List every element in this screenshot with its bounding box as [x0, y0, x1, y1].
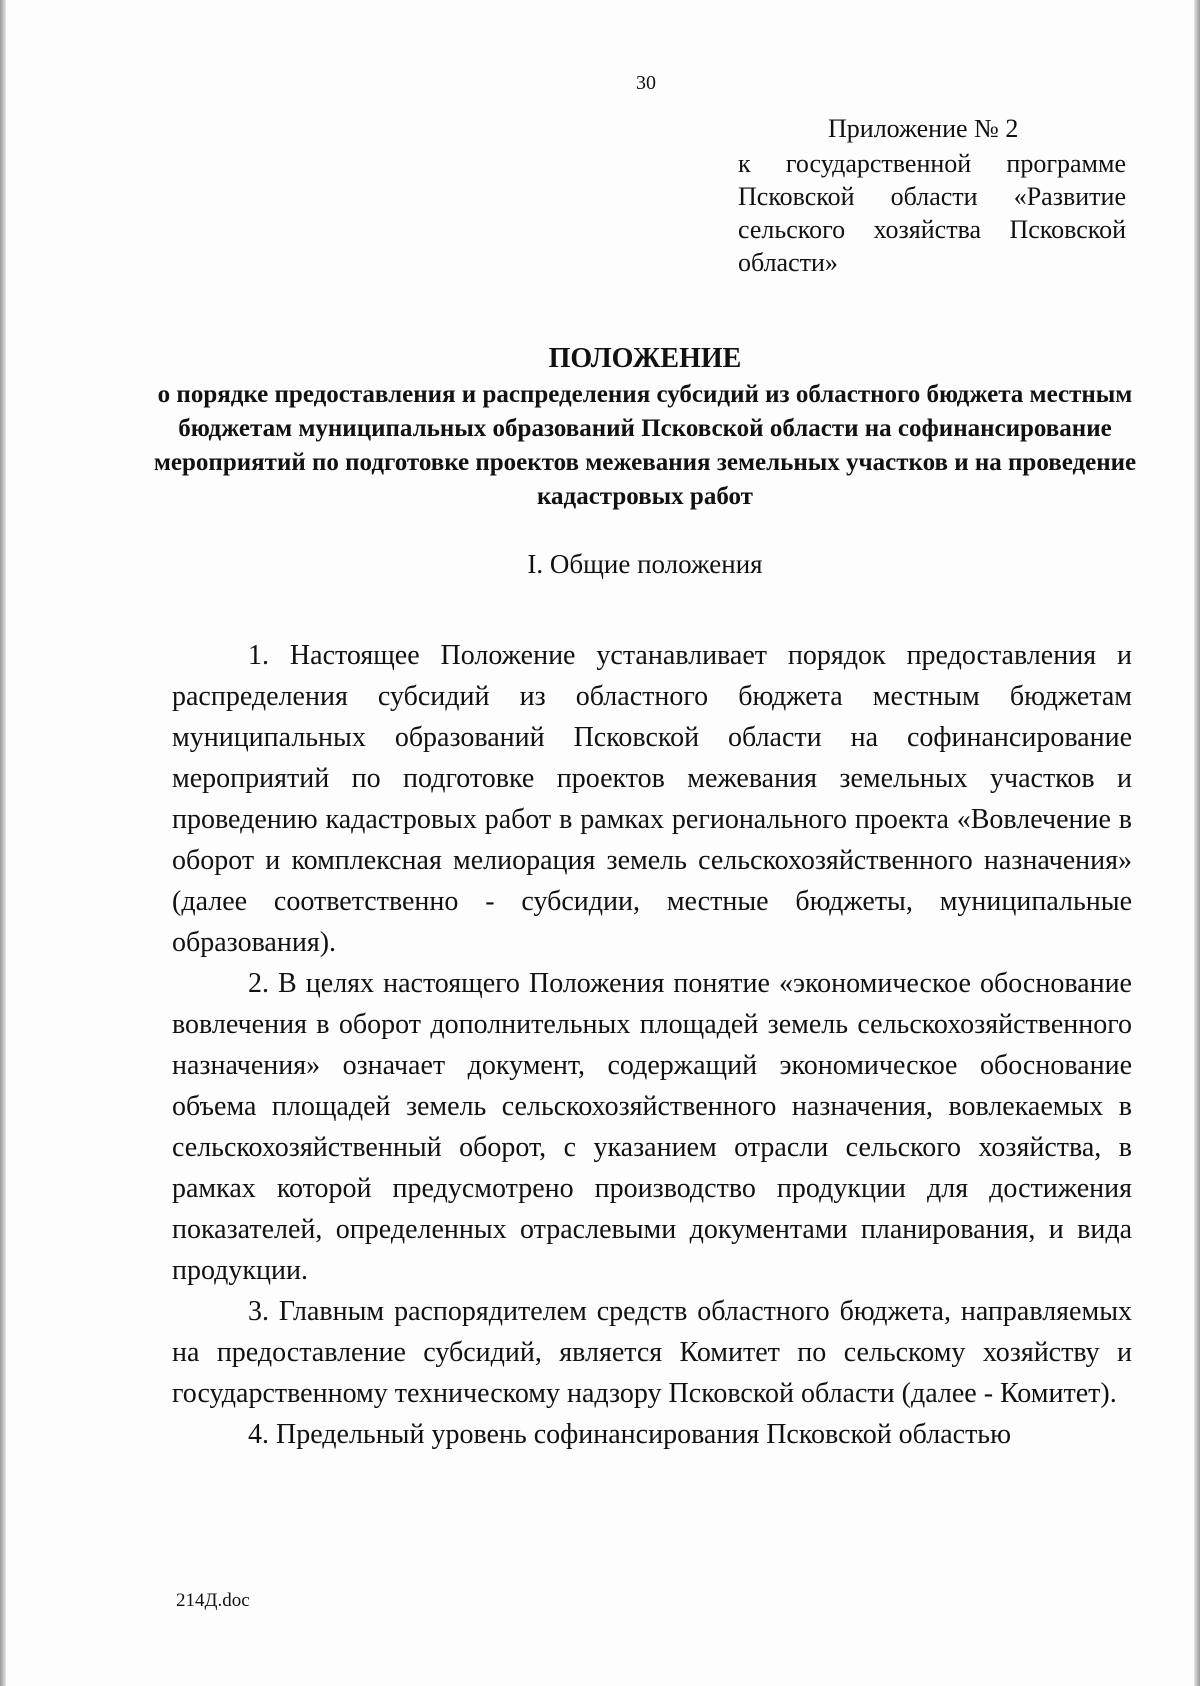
footer-filename: 214Д.doc: [176, 1590, 250, 1611]
paragraph-4: 4. Предельный уровень софинансирования Псковской областью: [248, 1419, 1011, 1450]
scan-edge-left: [0, 0, 6, 1686]
section-heading: I. Общие положения: [527, 549, 763, 579]
scan-edge-right: [1194, 0, 1200, 1686]
page-number: 30: [636, 72, 656, 94]
document-title: [150, 340, 1140, 514]
paragraph-1: 1. Настоящее Положение устанавливает порядок предоставления и распределения субсидий из областного бюджета местным бюджетам муниципальных образований Псковской области на софинансирование мероприятий по подготовке проектов межевания земельных участков и проведению кадастровых работ в рамках регионального проекта «Вовлечение в оборот и комплексная мелиорация земель сельскохозяйственного назначения» (далее соответственно - субсидии, местные бюджеты, муниципальные образования).: [172, 640, 1132, 958]
appendix-text: к государственной программе Псковской области «Развитие сельского хозяйства Псковской области»: [738, 149, 1126, 277]
paragraph-3: 3. Главным распорядителем средств областного бюджета, направляемых на предоставление субсидий, является Комитет по сельскому хозяйству и государственному техническому надзору Псковской области (далее - Комитет).: [172, 1296, 1132, 1409]
appendix-block: [738, 112, 1126, 279]
title-subtitle: о порядке предоставления и распределения субсидий из областного бюджета местным бюджетам муниципальных образований Псковской области на софинансирование мероприятий по подготовке проектов межевания земельных участков и на проведение кадастровых работ: [153, 381, 1137, 510]
paragraph-2: 2. В целях настоящего Положения понятие «экономическое обоснование вовлечения в оборот дополнительных площадей земель сельскохозяйственного назначения» означает документ, содержащий экономическое обоснование объема площадей земель сельскохозяйственного назначения, вовлекаемых в сельскохозяйственный оборот, с указанием отрасли сельского хозяйства, в рамках которой предусмотрено производство продукции для достижения показателей, определенных отраслевыми документами планирования, и вида продукции.: [172, 968, 1132, 1286]
document-body: [172, 635, 1132, 1455]
title-main: ПОЛОЖЕНИЕ: [548, 343, 742, 374]
appendix-number: Приложение № 2: [828, 114, 1019, 143]
